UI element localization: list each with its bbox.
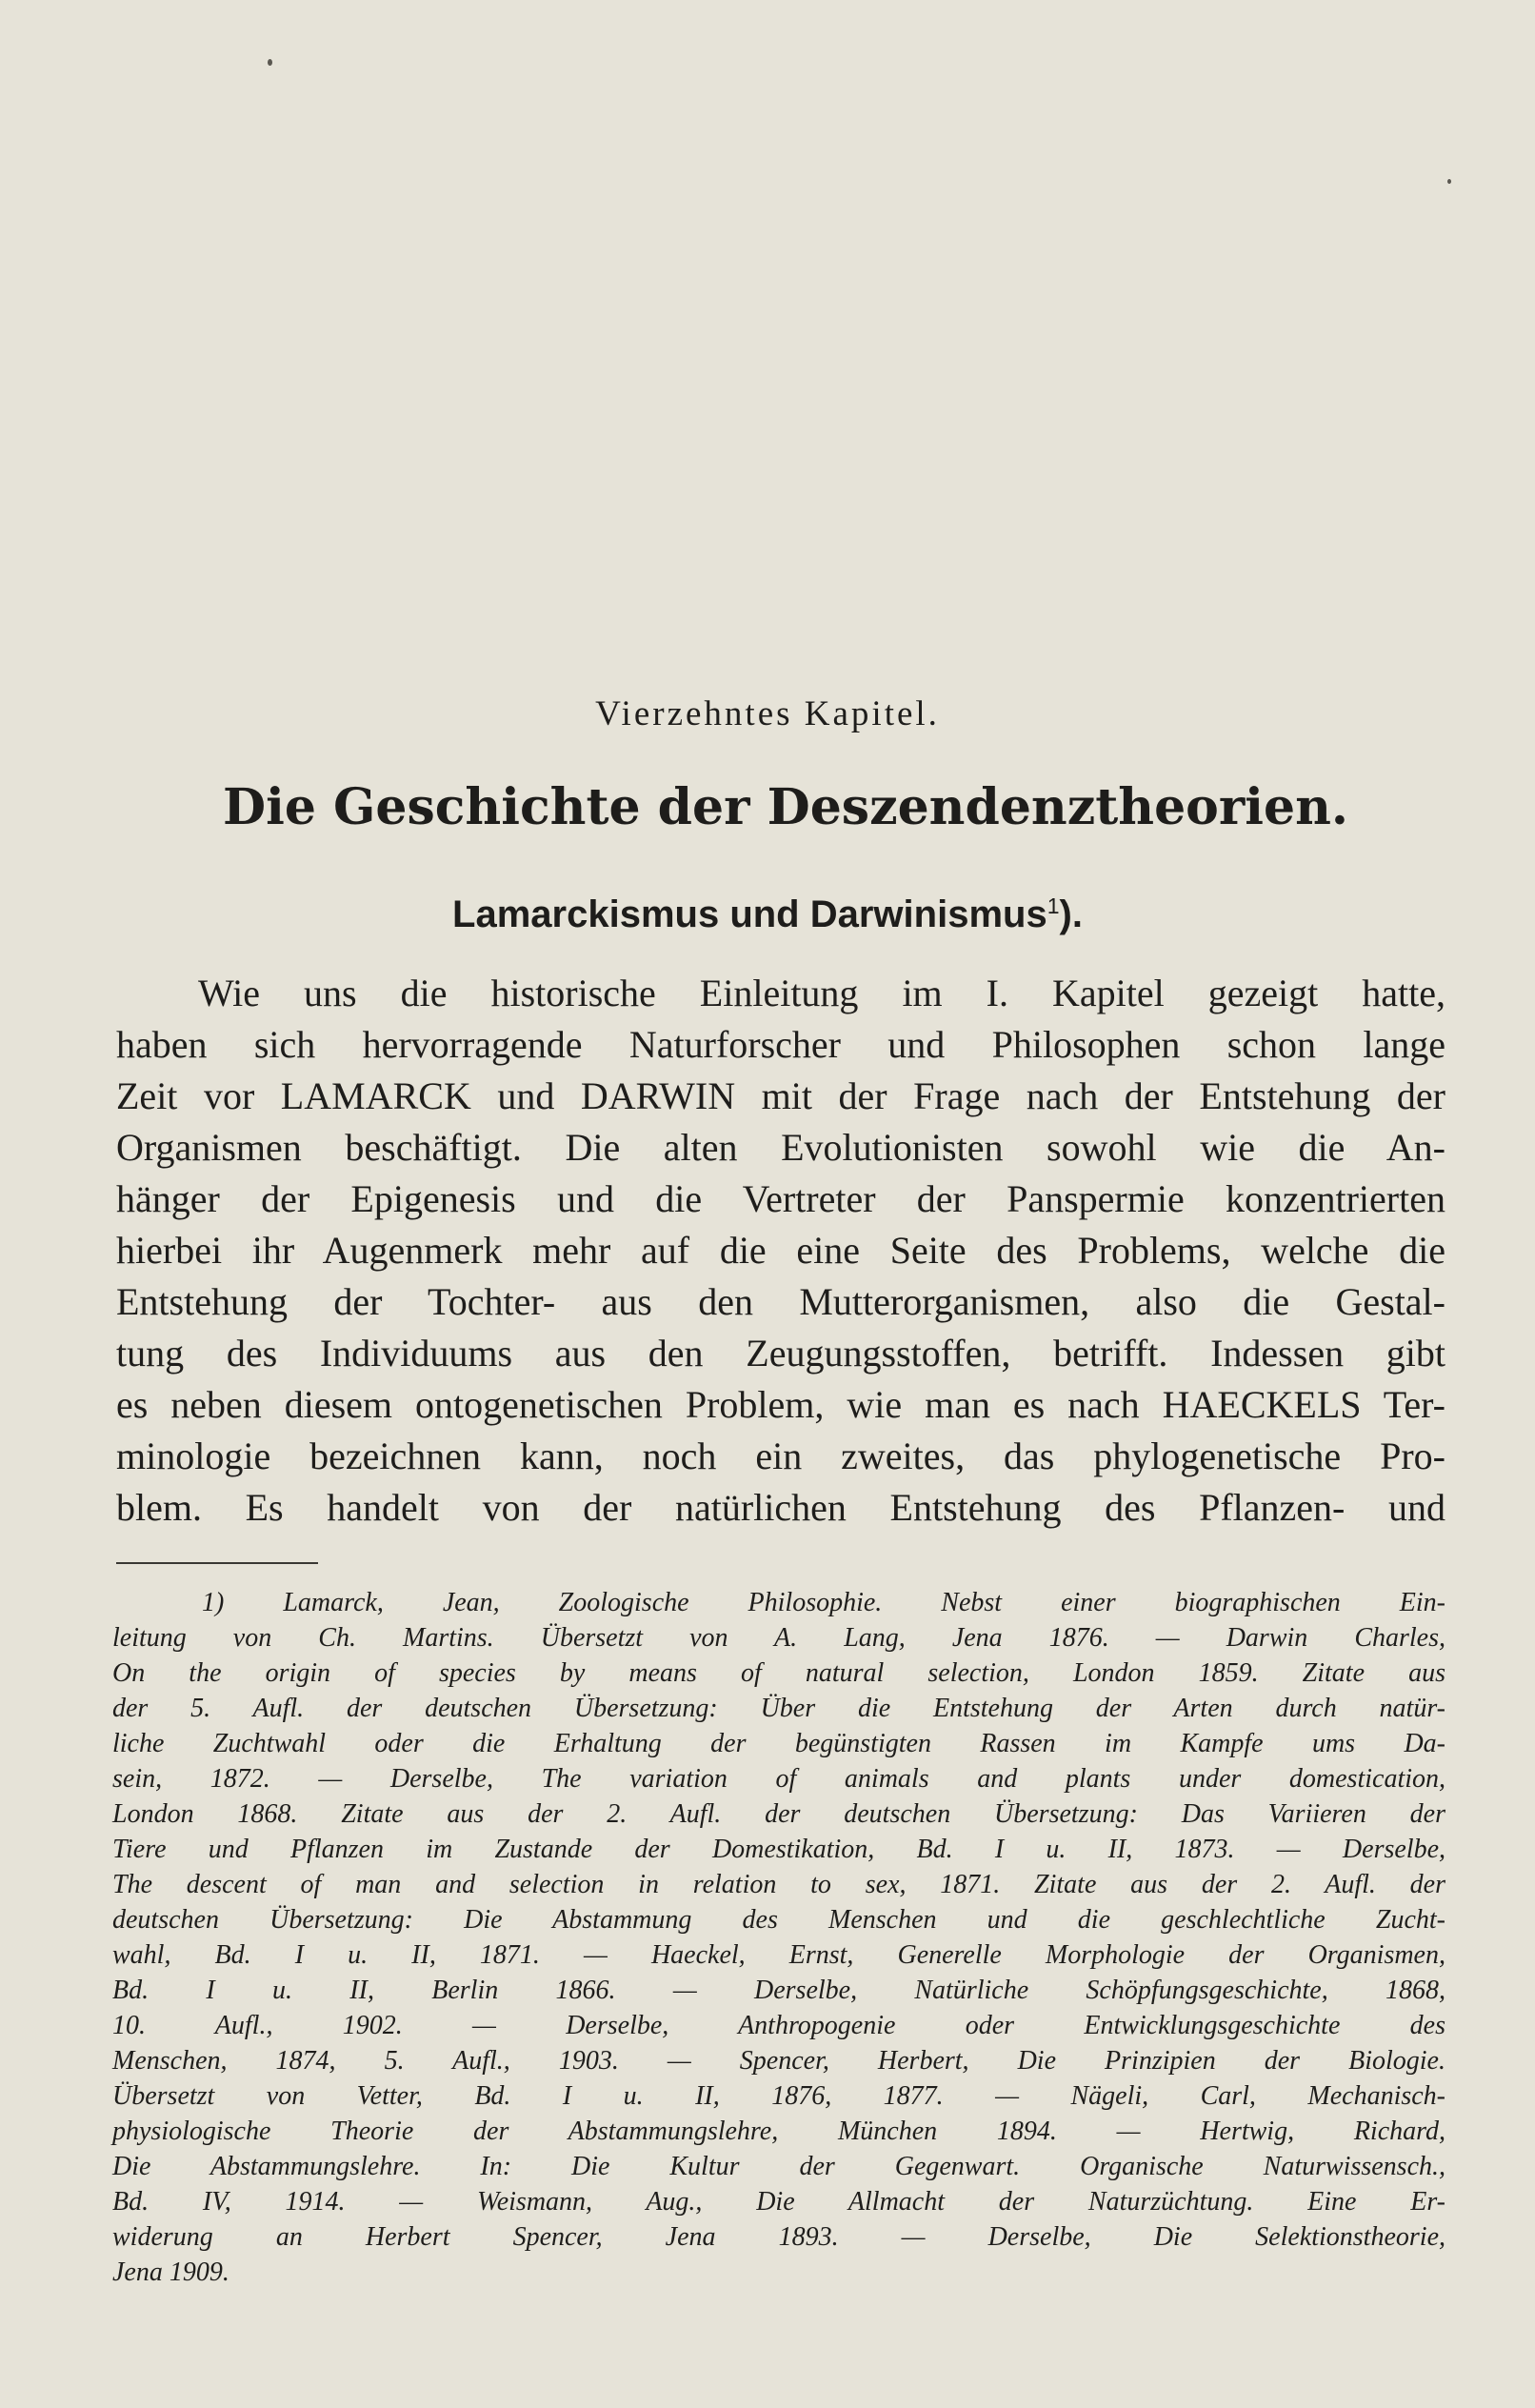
body-line: minologie bezeichnen kann, noch ein zweites, das phylogenetische Pro-	[116, 1435, 1445, 1477]
body-line: haben sich hervorragende Naturforscher und Philosophen schon lange	[116, 1023, 1445, 1066]
footnote-line: Übersetzt von Vetter, Bd. I u. II, 1876, 1877. — Nägeli, Carl, Mechanisch-	[112, 2081, 1445, 2111]
footnote-line: 10. Aufl., 1902. — Derselbe, Anthropogenie oder Entwicklungsgeschichte des	[112, 2011, 1445, 2040]
footnote-line: The descent of man and selection in relation to sex, 1871. Zitate aus der 2. Aufl. der	[112, 1870, 1445, 1899]
footnote-line: Menschen, 1874, 5. Aufl., 1903. — Spencer, Herbert, Die Prinzipien der Biologie.	[112, 2046, 1445, 2076]
body-line: Organismen beschäftigt. Die alten Evolutionisten sowohl wie die An-	[116, 1126, 1445, 1169]
body-line: blem. Es handelt von der natürlichen Entstehung des Pflanzen- und	[116, 1486, 1445, 1529]
footnote	[112, 1585, 1445, 2290]
footnote-marker: 1	[1047, 893, 1060, 918]
footnote-line: Bd. IV, 1914. — Weismann, Aug., Die Allmacht der Naturzüchtung. Eine Er-	[112, 2187, 1445, 2217]
footnote-line: liche Zuchtwahl oder die Erhaltung der begünstigten Rassen im Kampfe ums Da-	[112, 1729, 1445, 1758]
section-title	[0, 893, 1535, 936]
body-paragraph	[116, 968, 1445, 1534]
ink-speck	[1447, 179, 1451, 184]
footnote-line: wahl, Bd. I u. II, 1871. — Haeckel, Ernst, Generelle Morphologie der Organismen,	[112, 1940, 1445, 1970]
body-line: Wie uns die historische Einleitung im I. Kapitel gezeigt hatte,	[198, 972, 1445, 1014]
body-line: hänger der Epigenesis und die Vertreter der Panspermie konzentrierten	[116, 1177, 1445, 1220]
footnote-line: 1) Lamarck, Jean, Zoologische Philosophie. Nebst einer biographischen Ein-	[202, 1588, 1445, 1617]
footnote-line: London 1868. Zitate aus der 2. Aufl. der deutschen Übersetzung: Das Variieren der	[112, 1799, 1445, 1829]
footnote-line: physiologische Theorie der Abstammungslehre, München 1894. — Hertwig, Richard,	[112, 2117, 1445, 2146]
body-line: tung des Individuums aus den Zeugungsstoffen, betrifft. Indessen gibt	[116, 1332, 1445, 1375]
chapter-title: Die Geschichte der Deszendenztheorien.	[222, 778, 1349, 836]
section-title-text: Lamarckismus und Darwinismus	[452, 893, 1047, 935]
body-line: es neben diesem ontogenetischen Problem, wie man es nach HAECKELS Ter-	[116, 1383, 1445, 1426]
body-line: Zeit vor LAMARCK und DARWIN mit der Frage nach der Entstehung der	[116, 1074, 1445, 1117]
footnote-line: Bd. I u. II, Berlin 1866. — Derselbe, Natürliche Schöpfungsgeschichte, 1868,	[112, 1976, 1445, 2005]
body-line: hierbei ihr Augenmerk mehr auf die eine Seite des Problems, welche die	[116, 1229, 1445, 1272]
footnote-line: leitung von Ch. Martins. Übersetzt von A. Lang, Jena 1876. — Darwin Charles,	[112, 1623, 1445, 1653]
footnote-line: Jena 1909.	[112, 2258, 229, 2287]
footnote-line: der 5. Aufl. der deutschen Übersetzung: Über die Entstehung der Arten durch natür-	[112, 1694, 1445, 1723]
ink-speck	[268, 59, 272, 66]
footnote-separator	[116, 1562, 318, 1564]
section-title-end: ).	[1059, 893, 1083, 935]
chapter-label: Vierzehntes Kapitel.	[595, 694, 940, 733]
footnote-line: Die Abstammungslehre. In: Die Kultur der Gegenwart. Organische Naturwissensch.,	[112, 2152, 1445, 2181]
footnote-line: widerung an Herbert Spencer, Jena 1893. — Derselbe, Die Selektionstheorie,	[112, 2222, 1445, 2252]
body-line: Entstehung der Tochter- aus den Mutterorganismen, also die Gestal-	[116, 1280, 1445, 1323]
footnote-line: On the origin of species by means of natural selection, London 1859. Zitate aus	[112, 1658, 1445, 1688]
footnote-line: sein, 1872. — Derselbe, The variation of animals and plants under domestication,	[112, 1764, 1445, 1794]
footnote-line: Tiere und Pflanzen im Zustande der Domestikation, Bd. I u. II, 1873. — Derselbe,	[112, 1835, 1445, 1864]
footnote-line: deutschen Übersetzung: Die Abstammung des Menschen und die geschlechtliche Zucht-	[112, 1905, 1445, 1935]
